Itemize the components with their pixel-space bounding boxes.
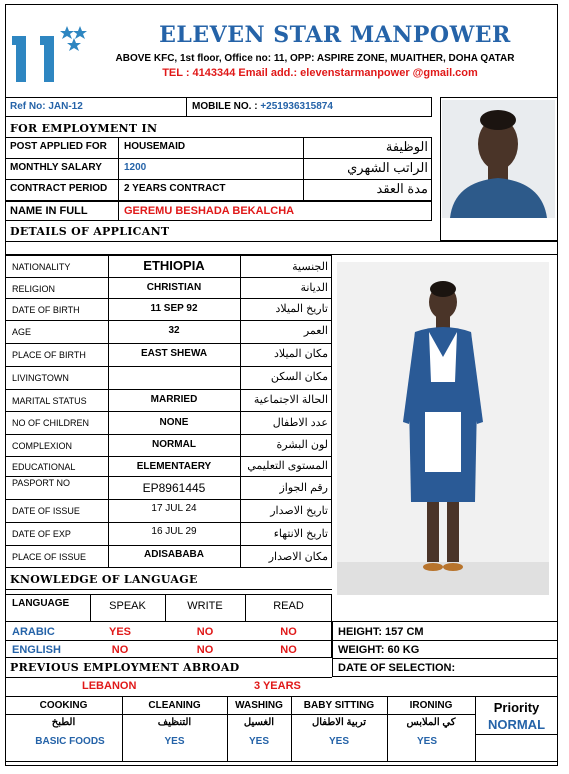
language-english-read: NO (280, 644, 297, 656)
details-row-line-2 (5, 298, 332, 299)
dob-value: 11 SEP 92 (150, 303, 198, 314)
company-logo (12, 18, 92, 88)
skill-babysitting-arabic: تربية الاطفال (311, 717, 367, 728)
livingtown-label: LIVINGTOWN (12, 373, 69, 383)
skill-washing-value: YES (248, 736, 269, 747)
place-of-birth-label: PLACE OF BIRTH (12, 350, 86, 360)
contract-arabic: مدة العقد (376, 181, 428, 196)
details-row-line-8 (5, 434, 332, 435)
expiry-date-arabic: تاريخ الانتهاء (273, 528, 328, 540)
language-header-line (5, 621, 332, 622)
ref-number: Ref No: JAN-12 (10, 101, 83, 112)
details-row-line-4 (5, 343, 332, 344)
weight-field: WEIGHT: 60 KG (338, 644, 420, 656)
language-title: KNOWLEDGE OF LANGUAGE (10, 573, 198, 586)
skill-babysitting-header: BABY SITTING (303, 700, 375, 711)
name-value: GEREMU BESHADA BEKALCHA (124, 205, 295, 217)
language-english-write: NO (196, 644, 214, 656)
details-row-line-3 (5, 320, 332, 321)
language-header-read: READ (273, 600, 304, 612)
dob-arabic: تاريخ الميلاد (275, 303, 328, 315)
language-arabic-speak: YES (108, 626, 131, 638)
livingtown-arabic: مكان السكن (270, 371, 328, 383)
skill-washing-header: WASHING (235, 700, 283, 711)
details-row-line-9 (5, 456, 332, 457)
skill-cooking-value: BASIC FOODS (35, 736, 105, 747)
passport-no-value: EP8961445 (142, 481, 206, 495)
salary-label: MONTHLY SALARY (10, 162, 102, 173)
company-address: ABOVE KFC, 1st floor, Office no: 11, OPP: ASPIRE ZONE, MUAITHER, DOHA QATAR (115, 53, 515, 64)
place-of-issue-value: ADISABABA (144, 549, 204, 560)
nationality-value: ETHIOPIA (143, 258, 205, 273)
place-of-issue-label: PLACE OF ISSUE (12, 552, 87, 562)
complexion-label: COMPLEXION (12, 441, 73, 451)
name-divider (118, 201, 119, 221)
employment-title: FOR EMPLOYMENT IN (10, 122, 158, 135)
education-value: ELEMENTAERY (136, 461, 212, 472)
children-arabic: عدد الاطفال (272, 417, 328, 429)
ref-divider (186, 97, 187, 117)
skill-cleaning-arabic: التنظيف (157, 717, 192, 728)
place-of-birth-arabic: مكان الميلاد (273, 348, 328, 360)
company-name: ELEVEN STAR MANPOWER (159, 22, 511, 48)
salary-value: 1200 (124, 162, 147, 173)
language-header-write: WRITE (187, 600, 223, 612)
details-row-line-10 (5, 476, 332, 477)
previous-years: 3 YEARS (254, 680, 301, 692)
language-arabic-read: NO (280, 626, 297, 638)
marital-status-arabic: الحالة الاجتماعية (253, 394, 328, 406)
physical-line-1 (332, 640, 558, 641)
previous-employment-title: PREVIOUS EMPLOYMENT ABROAD (10, 661, 240, 674)
skill-cooking-header: COOKING (39, 700, 88, 711)
passport-no-arabic: رقم الجواز (279, 482, 328, 494)
details-row-line-5 (5, 366, 332, 367)
language-english: ENGLISH (12, 644, 61, 656)
contract-label: CONTRACT PERIOD (10, 183, 108, 194)
language-english-speak: NO (111, 644, 129, 656)
skill-cooking-arabic: الطبخ (51, 717, 76, 728)
skill-washing-arabic: الغسيل (243, 717, 275, 728)
language-row-line (5, 640, 332, 641)
issue-date-label: DATE OF ISSUE (12, 506, 80, 516)
age-value: 32 (168, 325, 180, 336)
priority-value: NORMAL (487, 717, 546, 732)
mobile-label-text: MOBILE NO. : (192, 101, 261, 112)
post-arabic: الوظيفة (385, 139, 428, 154)
employment-row-line-2 (5, 179, 432, 180)
height-field: HEIGHT: 157 CM (338, 626, 424, 638)
skill-ironing-header: IRONING (409, 700, 453, 711)
dob-label: DATE OF BIRTH (12, 305, 80, 315)
mobile-label (192, 101, 333, 112)
language-arabic: ARABIC (12, 626, 55, 638)
physical-line-2 (332, 658, 558, 659)
passport-no-label: PASPORT NO (12, 478, 71, 488)
post-value: HOUSEMAID (124, 141, 186, 152)
complexion-arabic: لون البشرة (276, 439, 328, 451)
company-contact: TEL : 4143344 Email add.: elevenstarmanpower @gmail.com (162, 67, 478, 79)
details-row-line-1 (5, 277, 332, 278)
skills-header-line (5, 714, 475, 715)
contract-value: 2 YEARS CONTRACT (124, 183, 226, 194)
skill-ironing-arabic: كي الملابس (406, 717, 456, 728)
mobile-value: +251936315874 (260, 101, 333, 112)
marital-status-value: MARRIED (150, 394, 198, 405)
employment-col-divider-2 (303, 137, 304, 201)
place-of-birth-value: EAST SHEWA (140, 348, 208, 359)
details-row-line-12 (5, 522, 332, 523)
post-label: POST APPLIED FOR (10, 141, 107, 152)
details-title: DETAILS OF APPLICANT (10, 225, 170, 238)
selection-date-field: DATE OF SELECTION: (338, 662, 456, 674)
details-title-line (5, 241, 558, 242)
details-row-line-7 (5, 411, 332, 412)
marital-status-label: MARITAL STATUS (12, 396, 87, 406)
religion-value: CHRISTIAN (146, 282, 202, 293)
language-arabic-write: NO (196, 626, 214, 638)
expiry-date-label: DATE OF EXP (12, 529, 71, 539)
language-header-speak: SPEAK (109, 600, 146, 612)
skill-cleaning-value: YES (164, 736, 185, 747)
nationality-arabic: الجنسية (292, 261, 328, 273)
nationality-label: NATIONALITY (12, 262, 71, 272)
salary-arabic: الراتب الشهري (347, 160, 428, 175)
full-body-photo (337, 262, 549, 595)
religion-arabic: الديانة (300, 282, 328, 294)
language-header-language: LANGUAGE (12, 598, 70, 609)
age-arabic: العمر (303, 325, 328, 337)
previous-country: LEBANON (82, 680, 137, 692)
age-label: AGE (12, 327, 32, 337)
priority-label: Priority (493, 700, 540, 715)
issue-date-arabic: تاريخ الاصدار (270, 505, 328, 517)
skill-ironing-value: YES (416, 736, 437, 747)
passport-photo-image (442, 100, 555, 218)
expiry-date-value: 16 JUL 29 (151, 526, 197, 537)
skill-babysitting-value: YES (328, 736, 349, 747)
religion-label: RELIGION (12, 284, 56, 294)
employment-row-line-1 (5, 158, 432, 159)
details-row-line-6 (5, 389, 332, 390)
priority-underline (475, 734, 558, 735)
language-title-line (5, 589, 332, 590)
skill-cleaning-header: CLEANING (148, 700, 201, 711)
issue-date-value: 17 JUL 24 (151, 503, 197, 514)
education-arabic: المستوى التعليمي (247, 460, 328, 472)
complexion-value: NORMAL (152, 439, 196, 450)
name-label: NAME IN FULL (10, 205, 88, 217)
details-row-line-13 (5, 545, 332, 546)
previous-title-line (5, 677, 332, 678)
education-label: EDUCATIONAL (12, 462, 76, 472)
children-label: NO OF CHILDREN (12, 418, 90, 428)
place-of-issue-arabic: مكان الاصدار (268, 551, 328, 563)
employment-col-divider-1 (118, 137, 119, 201)
details-row-line-11 (5, 499, 332, 500)
children-value: NONE (159, 417, 189, 428)
